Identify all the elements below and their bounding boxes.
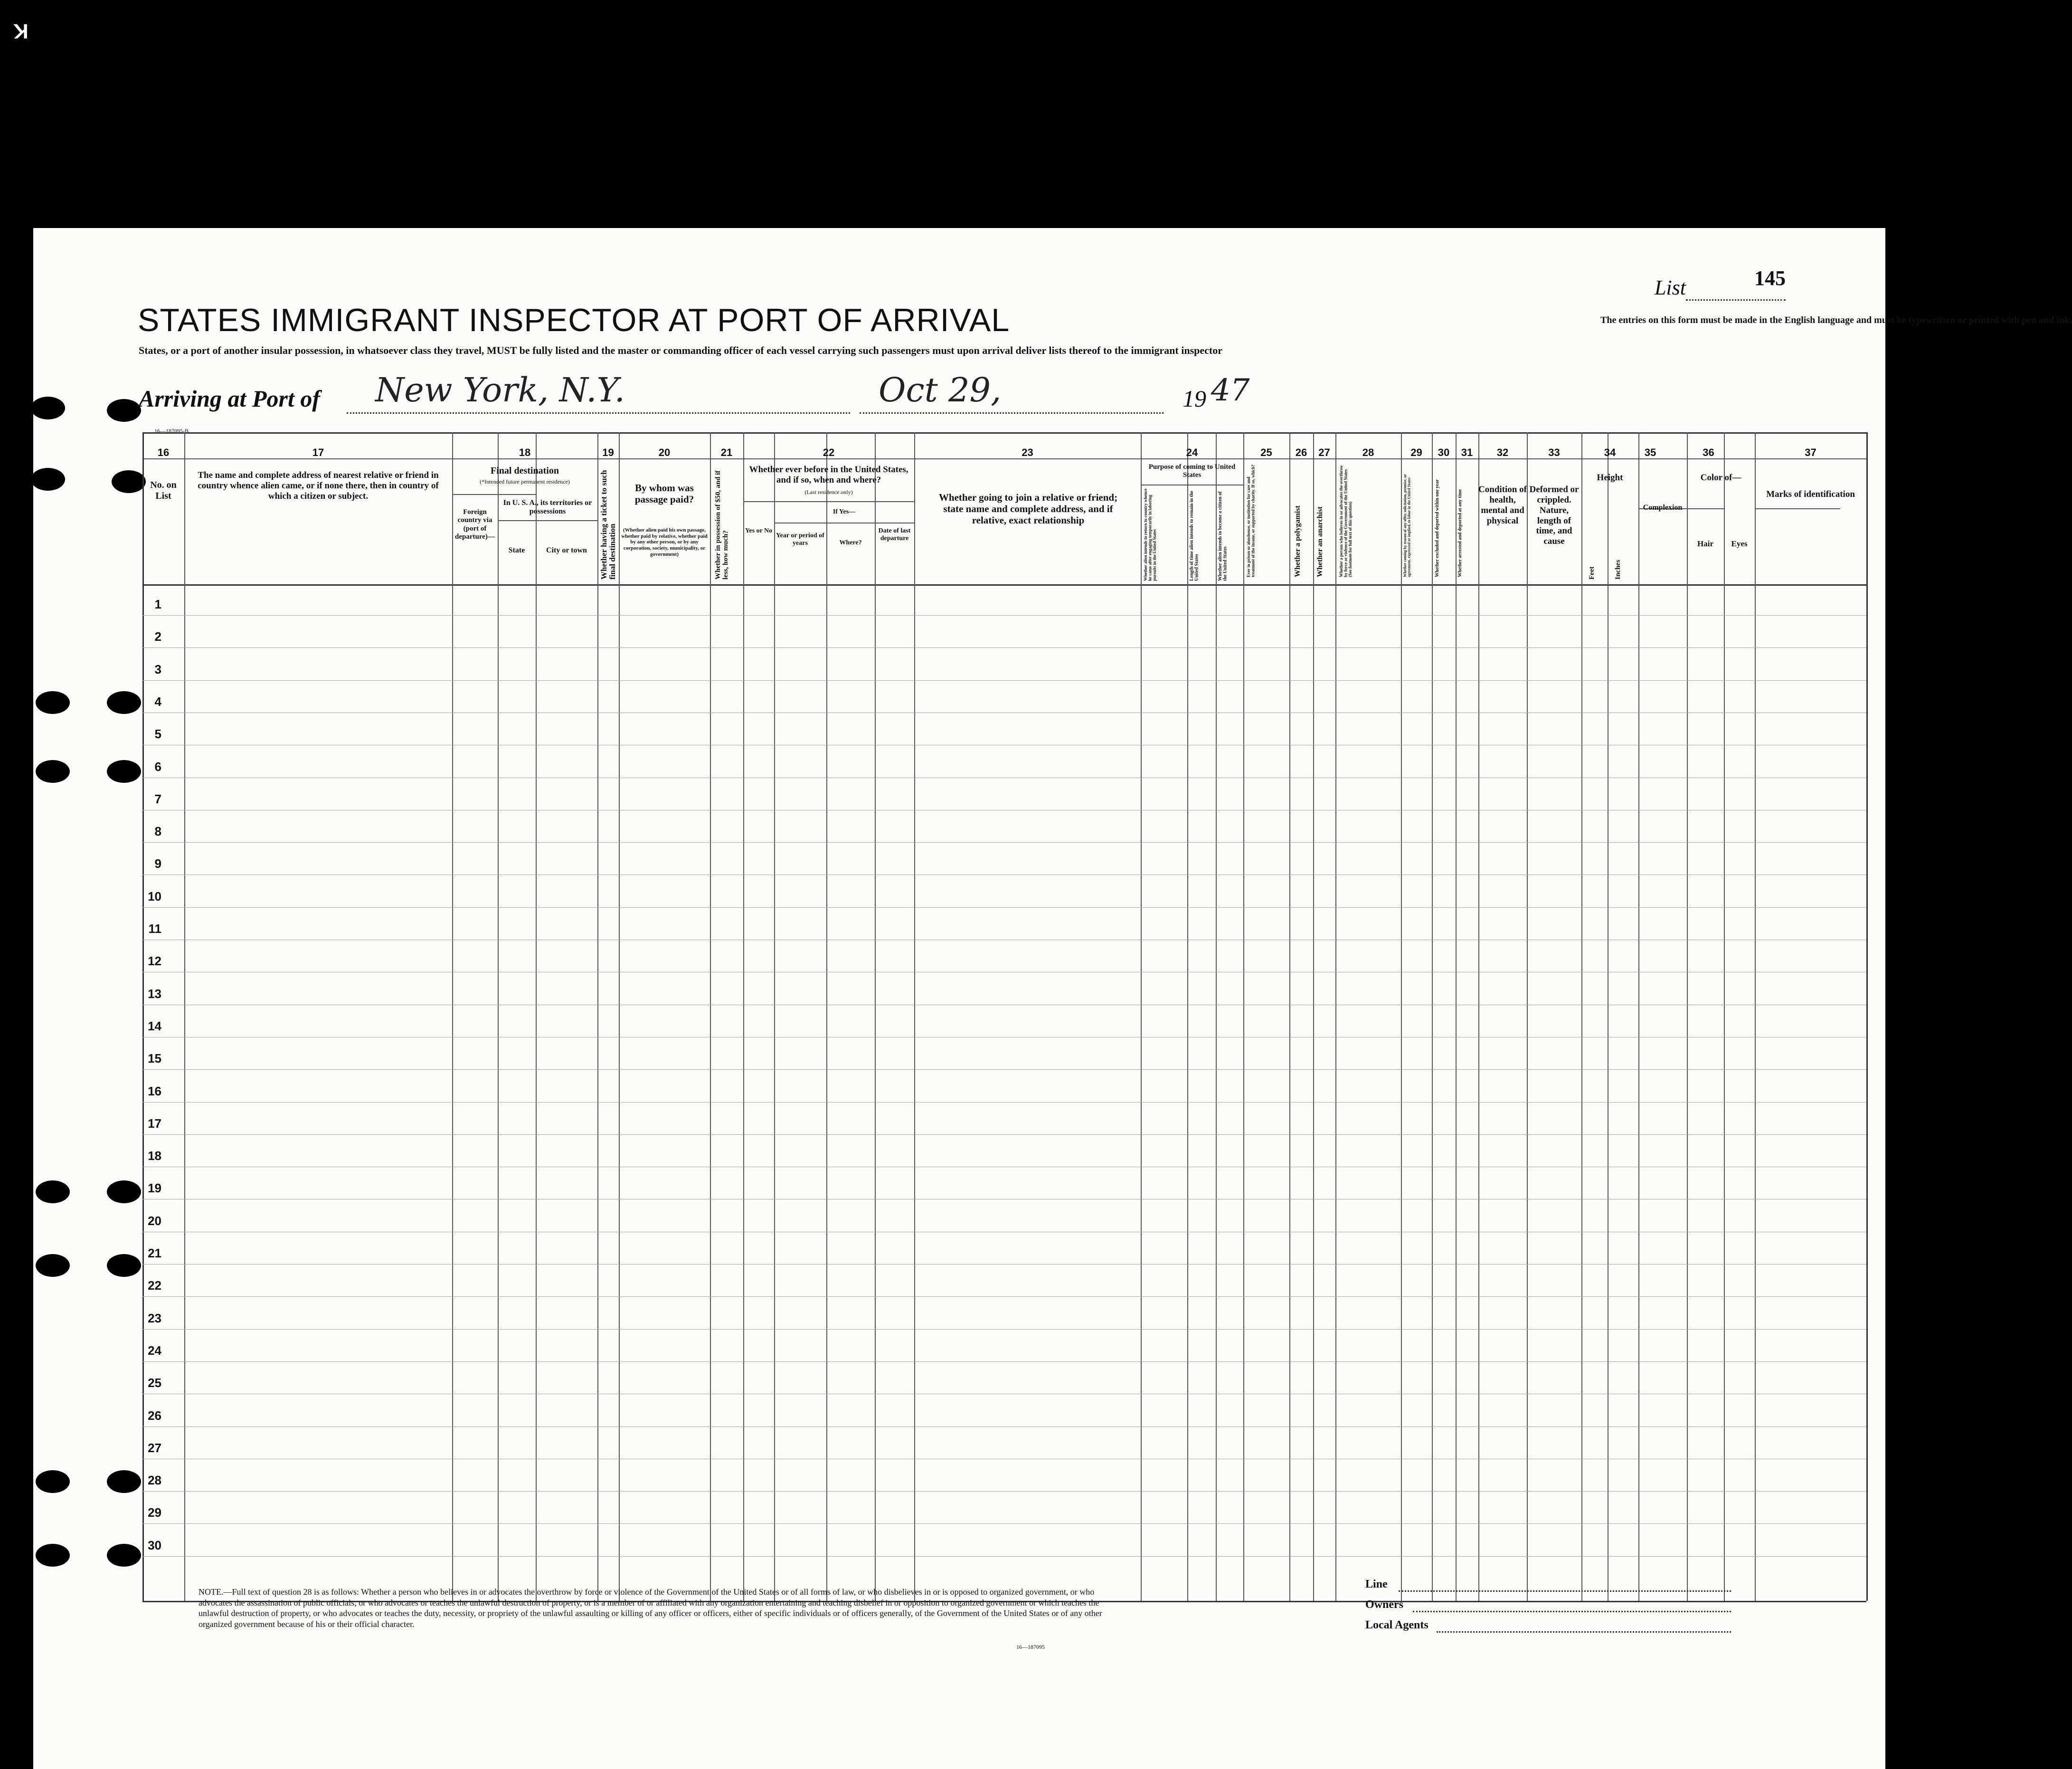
- head-marks: Marks of identification: [1766, 489, 1855, 499]
- page-subtitle: States, or a port of another insular possession, in whatsoever class they travel, MUST be fully listed and the master or commanding officer of each vessel carrying such passengers must upon arrival deliver lists thereof to the immigrant inspector: [139, 344, 1222, 356]
- row-number: 8: [154, 824, 161, 839]
- row-number: 7: [154, 791, 161, 806]
- column-number: 18: [519, 447, 531, 458]
- col-line: [1724, 432, 1725, 1601]
- punch-hole: [107, 1470, 141, 1493]
- column-number: 34: [1604, 447, 1616, 458]
- col-line: [184, 432, 185, 1601]
- subhead-line: [1755, 508, 1840, 509]
- punch-hole: [31, 468, 65, 491]
- head-foreign-country: Foreign country via (port of departure)—: [455, 508, 495, 541]
- head-date-departure: Date of last departure: [878, 527, 911, 542]
- row-number: 9: [154, 856, 161, 871]
- row-number: 28: [148, 1473, 161, 1488]
- row-number: 2: [154, 629, 161, 644]
- head-return-country: Whether alien intends to return to country whence he came after engaging temporarily in laboring pursuits in the United States: [1143, 488, 1157, 581]
- row-number: 14: [148, 1018, 161, 1033]
- head-join-relative: Whether going to join a relative or friend; state name and complete address, and if relative, exact relationship: [938, 492, 1118, 526]
- column-number: 17: [312, 447, 324, 458]
- form-notice: The entries on this form must be made in the English language and must be typewritten or printed with pen and ink.: [1600, 315, 2072, 325]
- column-number: 27: [1318, 447, 1330, 458]
- table-row[interactable]: [142, 842, 1866, 843]
- col-line: [743, 432, 744, 1601]
- head-passage-paid: By whom was passage paid?: [634, 482, 694, 505]
- head-arrested: Whether arrested and deported at any time: [1457, 489, 1463, 577]
- column-number: 21: [720, 447, 733, 458]
- list-label: List: [1654, 276, 1686, 299]
- column-number: 30: [1438, 447, 1450, 458]
- punch-hole: [36, 760, 70, 783]
- row-number: 29: [148, 1505, 161, 1520]
- table-row[interactable]: [142, 680, 1866, 681]
- head-deformed: Deformed or crippled. Nature, length of time, and cause: [1529, 485, 1579, 547]
- col-line: [1289, 432, 1290, 1601]
- punch-hole: [107, 1544, 141, 1567]
- table-row[interactable]: [142, 1361, 1866, 1362]
- column-number: 16: [157, 447, 170, 458]
- column-number: 31: [1461, 447, 1473, 458]
- column-number: 24: [1186, 447, 1198, 458]
- table-row[interactable]: [142, 907, 1866, 908]
- row-number: 25: [148, 1376, 161, 1390]
- head-passage-paid-sub: (Whether alien paid his own passage, whether paid by relative, whether paid by any other person, or by any corporation, society, municipality, or government): [621, 527, 708, 557]
- row-number: 26: [148, 1408, 161, 1423]
- head-excluded: Whether excluded and deported within one year: [1435, 479, 1440, 577]
- head-height: Height: [1597, 473, 1623, 483]
- row-number: 23: [148, 1311, 161, 1325]
- row-number: 30: [148, 1538, 161, 1552]
- col-line: [1335, 432, 1336, 1601]
- list-number: 145: [1754, 266, 1786, 290]
- punch-hole: [107, 691, 141, 714]
- column-number: 32: [1496, 447, 1509, 458]
- col-line: [1313, 432, 1314, 1601]
- col-line: [536, 432, 537, 1601]
- row-number: 6: [154, 759, 161, 774]
- punch-hole: [107, 1254, 141, 1277]
- col-line: [1141, 432, 1142, 1601]
- head-anarchist: Whether an anarchist: [1316, 506, 1324, 577]
- head-last-residence: (Last residence only): [804, 489, 853, 495]
- head-where: Where?: [839, 539, 862, 546]
- col-line: [1216, 432, 1217, 1601]
- row-number: 18: [148, 1149, 161, 1163]
- head-usa: In U. S. A., its territories or possessions: [503, 499, 592, 516]
- col-line: [774, 432, 775, 1601]
- col-line: [619, 432, 620, 1601]
- punch-hole: [107, 1180, 141, 1203]
- footer-code: 16—187095: [1016, 1644, 1045, 1650]
- column-number: 36: [1703, 447, 1714, 458]
- row-number: 19: [148, 1181, 161, 1196]
- column-number: 28: [1362, 447, 1374, 458]
- row-number: 1: [154, 597, 161, 611]
- table-row[interactable]: [142, 615, 1866, 616]
- head-no-on-list: No. on List: [150, 480, 177, 501]
- head-inches: Inches: [1614, 560, 1622, 580]
- form-number: 16—187095-B: [154, 428, 189, 434]
- head-feet: Feet: [1588, 566, 1596, 580]
- row-number: 15: [148, 1051, 161, 1066]
- row-number: 12: [148, 954, 161, 969]
- table-row[interactable]: [142, 1329, 1866, 1330]
- row-number: 21: [148, 1246, 161, 1260]
- head-final-destination: Final destination: [491, 466, 559, 476]
- head-fifty-dollars: Whether in possession of $50, and if less, how much?: [714, 470, 729, 580]
- line-label: Line: [1365, 1578, 1388, 1590]
- col-line: [1638, 432, 1639, 1601]
- col-line: [1243, 432, 1244, 1601]
- head-state: State: [508, 546, 525, 554]
- column-number: 19: [602, 447, 614, 458]
- table-row[interactable]: [142, 1491, 1866, 1492]
- owners-label: Owners: [1365, 1598, 1403, 1611]
- col-line: [452, 432, 453, 1601]
- column-number: 37: [1805, 447, 1817, 458]
- col-line: [597, 432, 598, 1601]
- head-yes-or-no: Yes or No: [745, 527, 773, 534]
- subhead-line: [498, 520, 597, 521]
- row-number: 27: [148, 1440, 161, 1455]
- punch-hole: [31, 397, 65, 419]
- punch-hole: [36, 1544, 70, 1567]
- col-line: [914, 432, 915, 1601]
- list-underline: [1686, 299, 1786, 301]
- row-number: 17: [148, 1116, 161, 1131]
- page-title: STATES IMMIGRANT INSPECTOR AT PORT OF ARRIVAL: [138, 302, 1010, 338]
- head-ever-before: Whether ever before in the United States, and if so, when and where?: [749, 465, 908, 485]
- line-field[interactable]: [1399, 1590, 1731, 1592]
- punch-hole: [36, 1180, 70, 1203]
- head-polygamist: Whether a polygamist: [1294, 505, 1302, 577]
- head-become-citizen: Whether alien intends to become a citizen of the United States: [1218, 491, 1228, 581]
- col-line: [1432, 432, 1433, 1601]
- head-final-destination-sub: (*Intended future permanent residence): [480, 478, 570, 485]
- agents-label: Local Agents: [1365, 1619, 1429, 1631]
- head-city: City or town: [546, 546, 587, 554]
- column-number: 33: [1548, 447, 1560, 458]
- agents-field[interactable]: [1437, 1631, 1731, 1633]
- port-line: [347, 412, 850, 414]
- col-line: [1401, 432, 1402, 1601]
- row-number: 22: [148, 1278, 161, 1293]
- subhead-line: [452, 494, 536, 495]
- head-if-yes: If Yes—: [833, 508, 856, 515]
- year-printed: 19: [1183, 385, 1206, 412]
- punch-hole: [36, 691, 70, 714]
- head-eyes: Eyes: [1731, 539, 1748, 548]
- date-line: [860, 412, 1164, 414]
- table-row[interactable]: [142, 1102, 1866, 1103]
- row-number: 13: [148, 986, 161, 1001]
- col-line: [1687, 432, 1688, 1601]
- col-line: [875, 432, 876, 1601]
- table-row[interactable]: [142, 1134, 1866, 1135]
- manifest-table: [142, 432, 1866, 1601]
- year-handwritten: 47: [1211, 373, 1250, 408]
- col-line: [1456, 432, 1457, 1601]
- row-number: 3: [154, 662, 161, 676]
- col-line: [1527, 432, 1528, 1601]
- head-length-stay: Length of time alien intends to remain in the United States: [1189, 491, 1200, 581]
- head-overthrow: Whether a person who believes in or advocates the overthrow by force or violence of the Government of the United States (See footnote for full text of this question): [1339, 465, 1353, 577]
- head-prison: Ever in prison or almshouse, or institution for care and treatment of the insane, or supported by charity. If so, which?: [1246, 465, 1256, 577]
- row-number: 10: [148, 889, 161, 904]
- port-handwritten: New York, N.Y.: [375, 371, 625, 409]
- table-row[interactable]: [142, 647, 1866, 648]
- subhead-line: [743, 501, 914, 502]
- row-number: 16: [148, 1084, 161, 1098]
- date-handwritten: Oct 29,: [879, 371, 1002, 409]
- punch-hole: [107, 760, 141, 783]
- punch-hole: [36, 1254, 70, 1277]
- punch-hole: [112, 470, 146, 493]
- footnote: NOTE.—Full text of question 28 is as follows: Whether a person who believes in or advocates the overthrow by force or violence of the Government of the United States or of all forms of law, or who disbelieves in or is opposed to organized government, or who advocates the assassination of public officials, or who advocates or teaches the unlawful destruction of property, or is a member of or affiliated with any organization entertaining and teaching disbelief in or opposition to organized government or which teaches the unlawful destruction of property, or who advocates or teaches the duty, necessity, or propriety of the unlawful assaulting or killing of any officer or officers, either of specific individuals or of officers generally, of the Government of the United States or of any other organized government because of his or their official character.: [199, 1587, 1102, 1629]
- corner-mark: K: [13, 19, 28, 43]
- head-year-period: Year or period of years: [776, 532, 824, 547]
- col-line: [1866, 432, 1868, 1601]
- column-number: 22: [823, 447, 835, 458]
- column-number: 26: [1295, 447, 1307, 458]
- head-complexion: Complexion: [1643, 504, 1683, 512]
- head-purpose: Purpose of coming to United States: [1148, 463, 1236, 479]
- head-nearest-relative: The name and complete address of nearest relative or friend in country whence alien came, or if none there, then in country of which a citizen or subject.: [198, 470, 439, 501]
- col-line: [710, 432, 711, 1601]
- column-number: 23: [1022, 447, 1033, 458]
- head-labor-offer: Whether coming by reason of any offer, solicitation, promise, or agreement, expressed or implied, to labor in the United States: [1403, 474, 1411, 577]
- owners-field[interactable]: [1413, 1611, 1731, 1612]
- row-number: 5: [154, 727, 161, 742]
- column-number: 29: [1410, 447, 1422, 458]
- row-number: 24: [148, 1343, 161, 1358]
- punch-hole: [36, 1470, 70, 1493]
- head-health: Condition of health, mental and physical: [1478, 485, 1527, 526]
- row-number: 4: [154, 694, 161, 709]
- punch-hole: [107, 399, 141, 422]
- head-hair: Hair: [1697, 539, 1713, 548]
- table-row[interactable]: [142, 1069, 1866, 1070]
- col-line: [1581, 432, 1582, 1601]
- manifest-sheet: [33, 228, 2072, 1769]
- col-line: [1478, 432, 1479, 1601]
- table-row[interactable]: [142, 1264, 1866, 1265]
- col-line: [826, 432, 827, 1601]
- column-number: 35: [1644, 447, 1656, 458]
- table-row[interactable]: [142, 1523, 1866, 1524]
- column-number: 25: [1260, 447, 1272, 458]
- arriving-label: Arriving at Port of: [139, 385, 320, 412]
- col-line: [1755, 432, 1756, 1601]
- row-number: 20: [148, 1213, 161, 1228]
- table-row[interactable]: [142, 1556, 1866, 1557]
- row-number: 11: [148, 922, 161, 936]
- table-row[interactable]: [142, 1296, 1866, 1297]
- col-line: [498, 432, 499, 1601]
- column-number: 20: [658, 447, 671, 458]
- head-ticket: Whether having a ticket to such final destination: [599, 470, 617, 580]
- col-line: [1187, 432, 1188, 1601]
- head-color-of: Color of—: [1700, 473, 1741, 483]
